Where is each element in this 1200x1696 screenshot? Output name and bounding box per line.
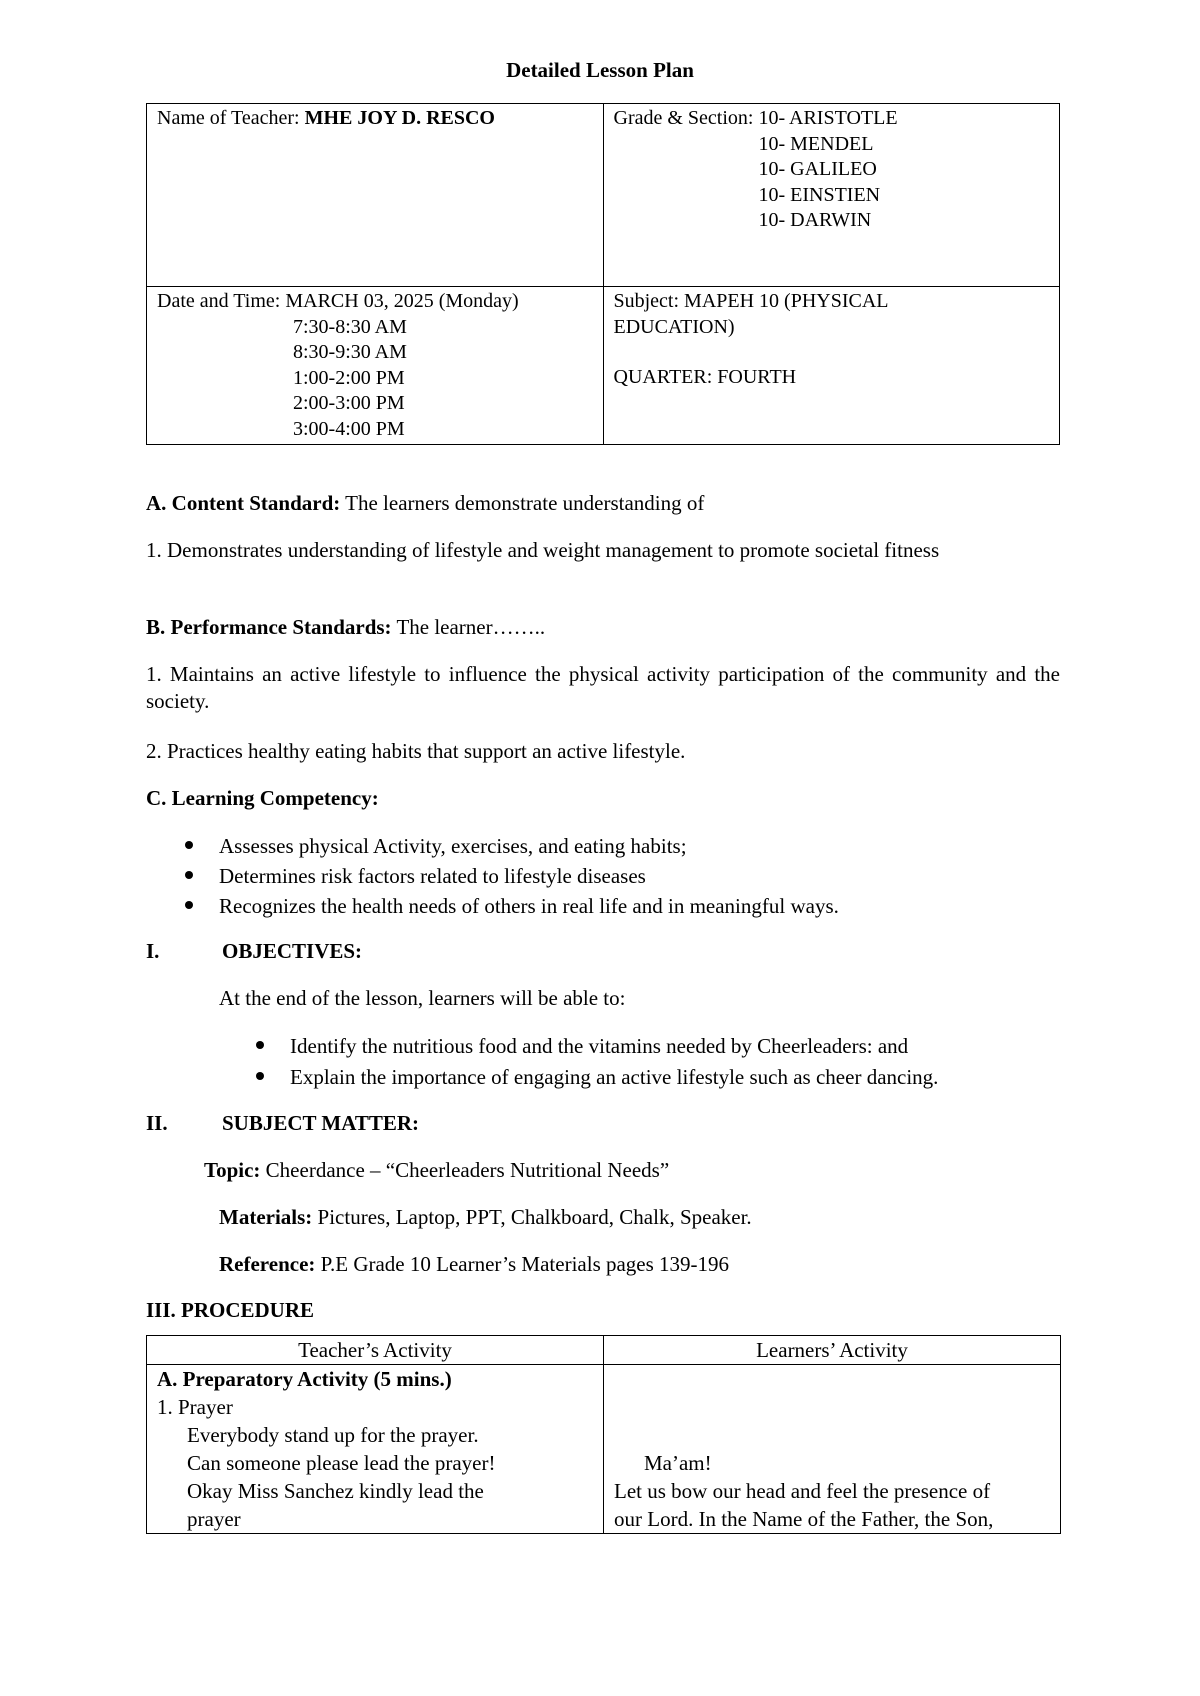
date-value: MARCH 03, 2025 (Monday) — [285, 290, 519, 312]
performance-item-text: 1. Maintains an active lifestyle to influence the physical activity participation of the community and the society. — [146, 662, 1060, 714]
learner-line: our Lord. In the Name of the Father, the Son, — [614, 1507, 994, 1531]
teacher-line: Can someone please lead the prayer! — [187, 1451, 496, 1475]
topic-label: Topic: — [204, 1158, 261, 1182]
objective-item: Identify the nutritious food and the vitamins needed by Cheerleaders: and — [290, 1031, 1060, 1062]
topic-value: Cheerdance – “Cheerleaders Nutritional Needs” — [265, 1158, 670, 1182]
content-standard-label: A. Content Standard: — [146, 491, 341, 515]
subject-cell — [603, 287, 1060, 445]
competency-item: Assesses physical Activity, exercises, and eating habits; — [219, 831, 1060, 861]
performance-standards-label: B. Performance Standards: — [146, 615, 392, 639]
subject-matter-heading — [146, 1110, 1060, 1137]
performance-standards-section — [146, 614, 1060, 641]
time-item: 2:00-3:00 PM — [293, 392, 405, 414]
reference-value: P.E Grade 10 Learner’s Materials pages 139-196 — [320, 1252, 730, 1276]
reference-label: Reference: — [219, 1252, 316, 1276]
procedure-table — [146, 1335, 1061, 1534]
section-item: 10- DARWIN — [758, 209, 872, 231]
time-item: 8:30-9:30 AM — [293, 341, 407, 363]
content-standard-text: The learners demonstrate understanding of — [345, 491, 705, 515]
objectives-heading — [146, 938, 1060, 965]
content-standard-item — [146, 537, 1060, 564]
learner-line: Ma’am! — [644, 1451, 712, 1475]
subject-matter-num: II. — [146, 1111, 168, 1135]
teacher-name: MHE JOY D. RESCO — [304, 107, 495, 129]
teacher-label: Name of Teacher: — [157, 107, 300, 129]
document-title: Detailed Lesson Plan — [506, 58, 694, 82]
date-label: Date and Time: — [157, 290, 281, 312]
section-item: 10- ARISTOTLE — [758, 107, 898, 129]
teacher-activity-cell — [147, 1365, 604, 1534]
learning-competency-list — [219, 831, 1060, 921]
objectives-num: I. — [146, 939, 160, 963]
preparatory-activity-label: A. Preparatory Activity (5 mins.) — [157, 1367, 452, 1391]
teacher-line: prayer — [187, 1507, 241, 1531]
teacher-cell — [147, 104, 604, 287]
teacher-line: Okay Miss Sanchez kindly lead the — [187, 1479, 484, 1503]
content-standard-item-text: 1. Demonstrates understanding of lifestyle and weight management to promote societal fitness — [146, 538, 940, 562]
materials-label: Materials: — [219, 1205, 313, 1229]
teacher-activity-header: Teacher’s Activity — [147, 1336, 604, 1365]
section-item: 10- GALILEO — [758, 158, 877, 180]
grade-cell — [603, 104, 1060, 287]
section-item: 10- EINSTIEN — [758, 183, 881, 206]
learners-activity-header: Learners’ Activity — [604, 1336, 1061, 1365]
objectives-list — [290, 1031, 1060, 1093]
time-item: 1:00-2:00 PM — [293, 366, 405, 389]
competency-item: Determines risk factors related to lifestyle diseases — [219, 861, 1060, 891]
materials-line — [219, 1204, 1060, 1231]
section-item: 10- MENDEL — [758, 132, 874, 155]
objective-item: Explain the importance of engaging an active lifestyle such as cheer dancing. — [290, 1062, 1060, 1093]
reference-line — [219, 1251, 1060, 1278]
learning-competency-label: C. Learning Competency: — [146, 786, 379, 810]
times-list — [157, 315, 593, 443]
performance-item-1 — [146, 661, 1060, 716]
learner-line: Let us bow our head and feel the presence of — [614, 1479, 991, 1503]
quarter: QUARTER: FOURTH — [613, 366, 797, 388]
performance-item-2 — [146, 738, 1060, 765]
info-table — [146, 103, 1060, 445]
performance-standards-text: The learner…….. — [396, 615, 546, 639]
subject-line: EDUCATION) — [613, 315, 735, 338]
time-item: 7:30-8:30 AM — [293, 315, 407, 338]
content-standard-section — [146, 490, 1060, 517]
topic-line — [204, 1157, 1060, 1184]
procedure-heading: III. PROCEDURE — [146, 1298, 315, 1322]
objectives-label: OBJECTIVES: — [222, 939, 363, 963]
date-cell — [147, 287, 604, 445]
sections-list — [758, 106, 897, 234]
grade-label: Grade & Section: — [613, 107, 754, 129]
performance-item-text: 2. Practices healthy eating habits that support an active lifestyle. — [146, 739, 686, 763]
materials-value: Pictures, Laptop, PPT, Chalkboard, Chalk, Speaker. — [317, 1205, 752, 1229]
competency-item: Recognizes the health needs of others in real life and in meaningful ways. — [219, 891, 1060, 921]
objectives-intro: At the end of the lesson, learners will be able to: — [219, 986, 626, 1010]
teacher-line: Everybody stand up for the prayer. — [187, 1423, 479, 1447]
subject-matter-label: SUBJECT MATTER: — [222, 1111, 420, 1135]
prayer-label: 1. Prayer — [157, 1395, 233, 1419]
subject-line: Subject: MAPEH 10 (PHYSICAL — [613, 290, 889, 312]
time-item: 3:00-4:00 PM — [293, 417, 405, 440]
learners-activity-cell — [604, 1365, 1061, 1534]
